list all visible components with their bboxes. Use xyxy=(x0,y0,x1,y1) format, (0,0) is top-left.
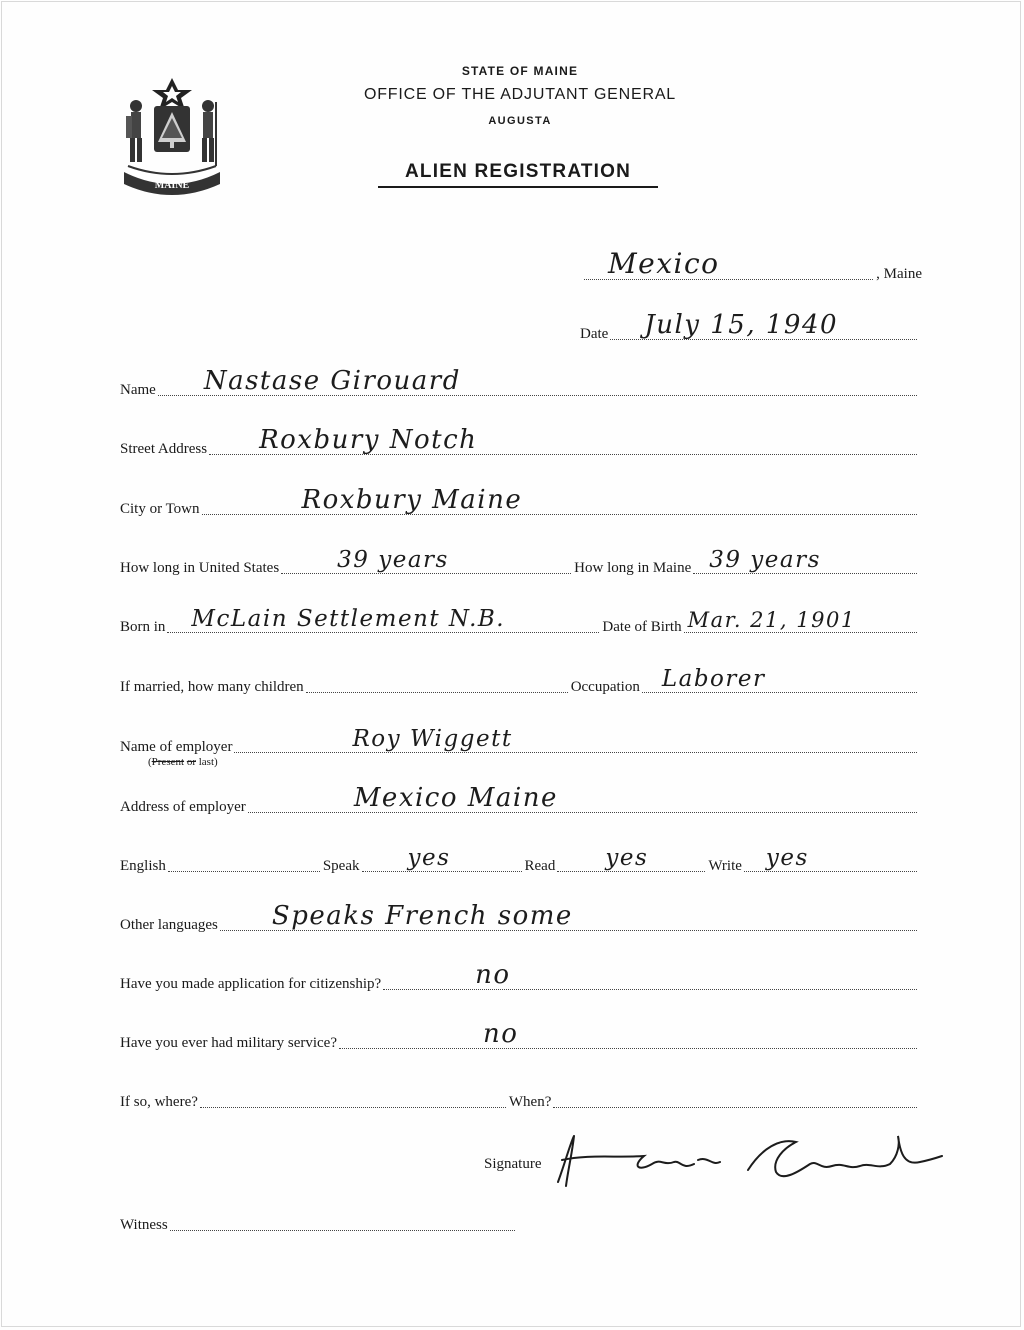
dob-label: Date of Birth xyxy=(602,619,682,635)
occupation-value: Laborer xyxy=(661,666,766,692)
city-field[interactable] xyxy=(202,485,917,515)
us-years-value: 39 years xyxy=(337,547,449,573)
occupation-field[interactable] xyxy=(642,666,917,693)
employer-sublabel-or: or xyxy=(186,756,196,768)
office-heading: OFFICE OF THE ADJUTANT GENERAL xyxy=(363,86,677,103)
birth-row xyxy=(120,607,920,635)
signature-label: Signature xyxy=(484,1156,542,1172)
street-label: Street Address xyxy=(120,441,208,457)
where-when-row xyxy=(120,1082,920,1110)
employer-sublabel: (Present or last) xyxy=(148,756,218,768)
town-row xyxy=(582,247,922,282)
born-in-value: McLain Settlement N.B. xyxy=(191,606,506,632)
when-label: When? xyxy=(508,1094,552,1110)
employer-sublabel-present: Present xyxy=(151,756,185,768)
born-in-field[interactable] xyxy=(167,606,599,633)
employer-row xyxy=(120,727,920,755)
employer-sublabel-last: last) xyxy=(198,756,218,768)
children-row xyxy=(120,667,920,695)
title-underline xyxy=(378,186,658,188)
maine-years-label: How long in Maine xyxy=(574,560,692,576)
name-label: Name xyxy=(120,382,156,398)
dob-value: Mar. 21, 1901 xyxy=(687,608,856,632)
witness-field[interactable] xyxy=(170,1230,515,1231)
occupation-label: Occupation xyxy=(570,679,640,695)
date-label: Date xyxy=(580,326,609,342)
town-value: Mexico xyxy=(608,247,720,280)
employer-address-label: Address of employer xyxy=(120,799,246,815)
english-row xyxy=(120,846,920,874)
where-label: If so, where? xyxy=(120,1094,198,1110)
date-value: July 15, 1940 xyxy=(644,310,839,340)
street-value: Roxbury Notch xyxy=(259,425,478,455)
read-label: Read xyxy=(524,858,556,874)
city-row xyxy=(120,485,920,517)
state-heading: STATE OF MAINE xyxy=(461,64,579,78)
other-languages-label: Other languages xyxy=(120,917,218,933)
form-title: ALIEN REGISTRATION xyxy=(404,161,632,182)
speak-value: yes xyxy=(407,845,451,871)
children-label: If married, how many children xyxy=(120,679,304,695)
maine-years-value: 39 years xyxy=(709,547,821,573)
write-value: yes xyxy=(765,845,809,871)
other-languages-row xyxy=(120,901,920,933)
town-field[interactable] xyxy=(584,247,873,280)
employer-label: Name of employer xyxy=(120,739,233,755)
us-years-field[interactable] xyxy=(281,547,571,574)
military-field[interactable] xyxy=(339,1019,917,1049)
employer-address-value: Mexico Maine xyxy=(353,783,558,813)
employer-address-row xyxy=(120,783,920,815)
signature-image[interactable] xyxy=(548,1130,948,1190)
military-label: Have you ever had military service? xyxy=(120,1035,337,1051)
city-label: City or Town xyxy=(120,501,200,517)
children-field[interactable] xyxy=(306,692,568,693)
city-heading: AUGUSTA xyxy=(488,115,552,127)
speak-label: Speak xyxy=(322,858,360,874)
street-field[interactable] xyxy=(209,425,917,455)
name-row xyxy=(120,366,920,398)
witness-row xyxy=(120,1205,518,1233)
write-label: Write xyxy=(708,858,742,874)
speak-field[interactable] xyxy=(362,845,522,872)
english-spacer xyxy=(168,871,320,872)
town-label: , Maine xyxy=(876,266,922,282)
us-years-label: How long in United States xyxy=(120,560,280,576)
english-label: English xyxy=(120,858,166,874)
date-field[interactable] xyxy=(610,310,917,340)
employer-field[interactable] xyxy=(234,726,917,753)
residency-row xyxy=(120,548,920,576)
employer-value: Roy Wiggett xyxy=(352,726,513,752)
page-border xyxy=(1,1,1021,1327)
read-field[interactable] xyxy=(557,845,705,872)
military-row xyxy=(120,1019,920,1051)
city-value: Roxbury Maine xyxy=(301,485,523,515)
employer-address-field[interactable] xyxy=(248,783,917,813)
name-field[interactable] xyxy=(158,366,917,396)
other-languages-field[interactable] xyxy=(220,901,917,931)
maine-seal-icon xyxy=(118,76,226,198)
witness-label: Witness xyxy=(120,1217,168,1233)
when-field[interactable] xyxy=(553,1107,917,1108)
other-languages-value: Speaks French some xyxy=(271,901,573,931)
street-row xyxy=(120,425,920,457)
citizenship-value: no xyxy=(475,960,511,990)
where-field[interactable] xyxy=(200,1107,506,1108)
read-value: yes xyxy=(605,845,649,871)
born-in-label: Born in xyxy=(120,619,166,635)
citizenship-field[interactable] xyxy=(383,960,917,990)
citizenship-label: Have you made application for citizenship? xyxy=(120,976,382,992)
date-row xyxy=(580,310,920,342)
maine-years-field[interactable] xyxy=(693,547,917,574)
dob-field[interactable] xyxy=(684,608,917,633)
name-value: Nastase Girouard xyxy=(203,366,461,396)
svg-text:MAINE: MAINE xyxy=(154,180,190,191)
military-value: no xyxy=(483,1019,519,1049)
write-field[interactable] xyxy=(744,845,917,872)
citizenship-row xyxy=(120,960,920,992)
